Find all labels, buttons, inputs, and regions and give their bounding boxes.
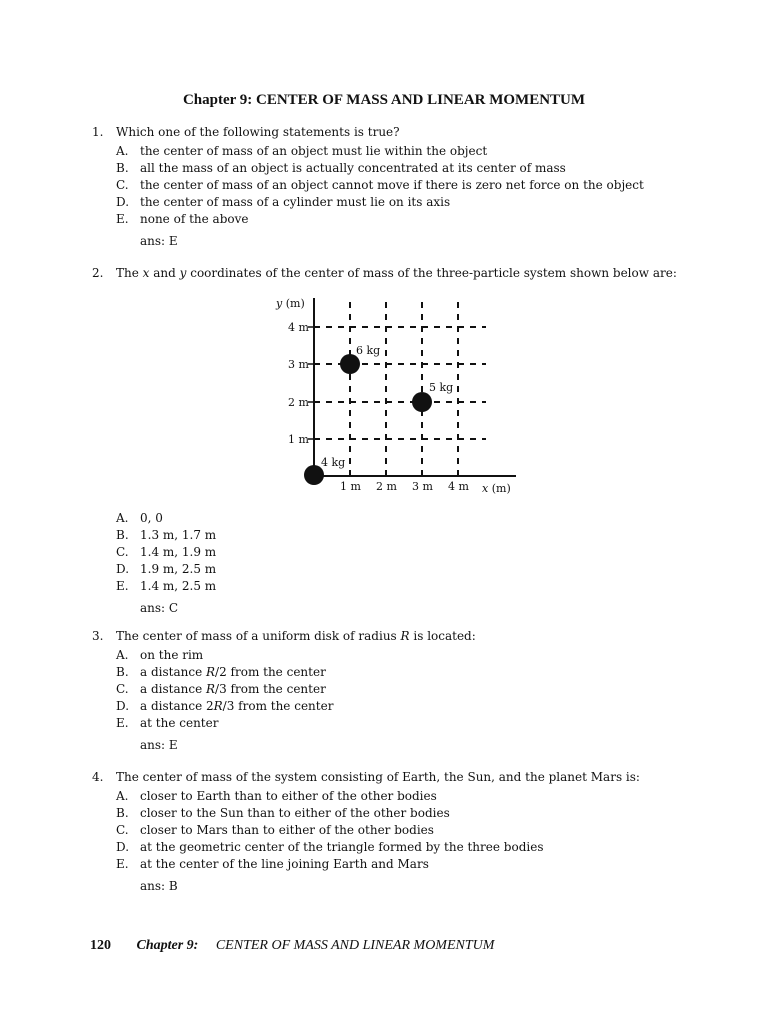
option-letter: B. — [116, 161, 129, 175]
option-b — [116, 805, 692, 822]
question-1 — [92, 123, 692, 250]
page-footer — [90, 938, 494, 954]
text-part: and — [149, 266, 180, 280]
option-letter: C. — [116, 823, 129, 837]
option-text: closer to Mars than to either of the other bodies — [140, 823, 434, 837]
particle-figure — [250, 292, 540, 502]
option-letter: A. — [116, 789, 129, 803]
grid-lines — [314, 300, 486, 476]
option-text: the center of mass of an object cannot move if there is zero net force on the object — [140, 178, 644, 192]
question-number: 1. — [92, 125, 104, 139]
math-var: y — [179, 266, 187, 280]
option-c — [116, 822, 692, 839]
option-letter: E. — [116, 716, 129, 730]
answer-options — [116, 510, 692, 595]
answer-key: ans: E — [140, 738, 178, 752]
option-c — [116, 544, 692, 561]
option-letter: A. — [116, 144, 129, 158]
option-letter: B. — [116, 528, 129, 542]
particle-label-6kg: 6 kg — [356, 344, 381, 357]
math-var: R — [206, 665, 216, 679]
text-part: /3 from the center — [215, 682, 326, 696]
answer-options — [116, 647, 692, 732]
question-4 — [92, 768, 692, 895]
y-tick-label: 1 m — [288, 433, 309, 446]
option-d — [116, 194, 692, 211]
option-a — [116, 788, 692, 805]
text-part: /2 from the center — [215, 665, 326, 679]
option-text: 1.9 m, 2.5 m — [140, 562, 217, 576]
particle-label-4kg: 4 kg — [321, 456, 346, 469]
option-letter: C. — [116, 178, 129, 192]
option-text — [140, 698, 333, 715]
option-b — [116, 664, 692, 681]
text-part: is located: — [409, 629, 476, 643]
option-letter: C. — [116, 682, 129, 696]
option-a — [116, 143, 692, 160]
x-tick-label: 3 m — [412, 480, 433, 493]
question-text — [116, 264, 692, 282]
option-text: closer to Earth than to either of the other bodies — [140, 789, 437, 803]
option-text — [140, 681, 326, 698]
particle-grid-svg — [250, 292, 540, 502]
option-text: at the center — [140, 716, 219, 730]
y-tick-label: 2 m — [288, 396, 309, 409]
y-tick-label: 4 m — [288, 321, 309, 334]
question-text: The center of mass of the system consisting of Earth, the Sun, and the planet Mars is: — [116, 770, 640, 784]
x-tick-label: 1 m — [340, 480, 361, 493]
page-title: Chapter 9: CENTER OF MASS AND LINEAR MOMENTUM — [182, 92, 586, 108]
question-number: 4. — [92, 770, 104, 784]
particle-5kg — [412, 392, 432, 412]
answer-key: ans: C — [140, 601, 179, 615]
option-d — [116, 698, 692, 715]
question-2 — [92, 264, 692, 282]
option-text: at the geometric center of the triangle formed by the three bodies — [140, 840, 544, 854]
answer-options — [116, 143, 692, 228]
option-text: on the rim — [140, 648, 204, 662]
footer-chapter: Chapter 9: — [136, 938, 199, 953]
answer-options — [116, 788, 692, 873]
option-b — [116, 160, 692, 177]
option-c — [116, 177, 692, 194]
text-part: The center of mass of a uniform disk of radius — [116, 629, 401, 643]
particle-label-5kg: 5 kg — [429, 381, 454, 394]
option-text — [140, 664, 326, 681]
option-letter: E. — [116, 857, 129, 871]
option-letter: D. — [116, 195, 130, 209]
text-part: coordinates of the center of mass of the three-particle system shown below are: — [186, 266, 677, 280]
option-letter: A. — [116, 648, 129, 662]
text-part: a distance — [140, 682, 206, 696]
x-tick-label: 2 m — [376, 480, 397, 493]
question-text: Which one of the following statements is true? — [116, 125, 400, 139]
answer-key: ans: E — [140, 234, 178, 248]
text-part: a distance — [140, 665, 206, 679]
question-number: 2. — [92, 266, 104, 280]
option-e — [116, 211, 692, 228]
option-d — [116, 839, 692, 856]
option-a — [116, 510, 692, 527]
option-text: closer to the Sun than to either of the other bodies — [140, 806, 450, 820]
option-text: 1.3 m, 1.7 m — [140, 528, 217, 542]
question-3 — [92, 627, 692, 754]
option-e — [116, 578, 692, 595]
text-part: /3 from the center — [222, 699, 334, 713]
option-e — [116, 856, 692, 873]
option-text: the center of mass of a cylinder must lie on its axis — [140, 195, 451, 209]
text-part: The — [116, 266, 143, 280]
question-number: 3. — [92, 629, 104, 643]
option-text: 0, 0 — [140, 511, 163, 525]
page-number: 120 — [90, 938, 111, 953]
option-text: none of the above — [140, 212, 249, 226]
option-d — [116, 561, 692, 578]
option-text: all the mass of an object is actually concentrated at its center of mass — [140, 161, 566, 175]
math-var: R — [213, 699, 223, 713]
x-axis-label: x (m) — [482, 482, 511, 495]
option-letter: D. — [116, 699, 130, 713]
question-text — [116, 627, 692, 645]
option-letter: B. — [116, 665, 129, 679]
option-letter: E. — [116, 579, 129, 593]
option-b — [116, 527, 692, 544]
option-letter: E. — [116, 212, 129, 226]
math-var: R — [400, 629, 410, 643]
option-text: the center of mass of an object must lie within the object — [140, 144, 488, 158]
question-2-options — [92, 508, 692, 617]
option-text: 1.4 m, 2.5 m — [140, 579, 217, 593]
option-letter: B. — [116, 806, 129, 820]
option-text: at the center of the line joining Earth and Mars — [140, 857, 429, 871]
option-letter: D. — [116, 562, 130, 576]
option-a — [116, 647, 692, 664]
option-e — [116, 715, 692, 732]
option-letter: C. — [116, 545, 129, 559]
answer-key: ans: B — [140, 879, 178, 893]
option-letter: D. — [116, 840, 130, 854]
x-tick-label: 4 m — [448, 480, 469, 493]
y-axis-label: y (m) — [276, 297, 305, 310]
option-c — [116, 681, 692, 698]
math-var: R — [206, 682, 216, 696]
math-var: x — [142, 266, 150, 280]
option-text: 1.4 m, 1.9 m — [140, 545, 217, 559]
option-letter: A. — [116, 511, 129, 525]
text-part: a distance 2 — [140, 699, 214, 713]
footer-title: CENTER OF MASS AND LINEAR MOMENTUM — [215, 938, 495, 953]
y-tick-label: 3 m — [288, 358, 309, 371]
particle-6kg — [340, 354, 360, 374]
